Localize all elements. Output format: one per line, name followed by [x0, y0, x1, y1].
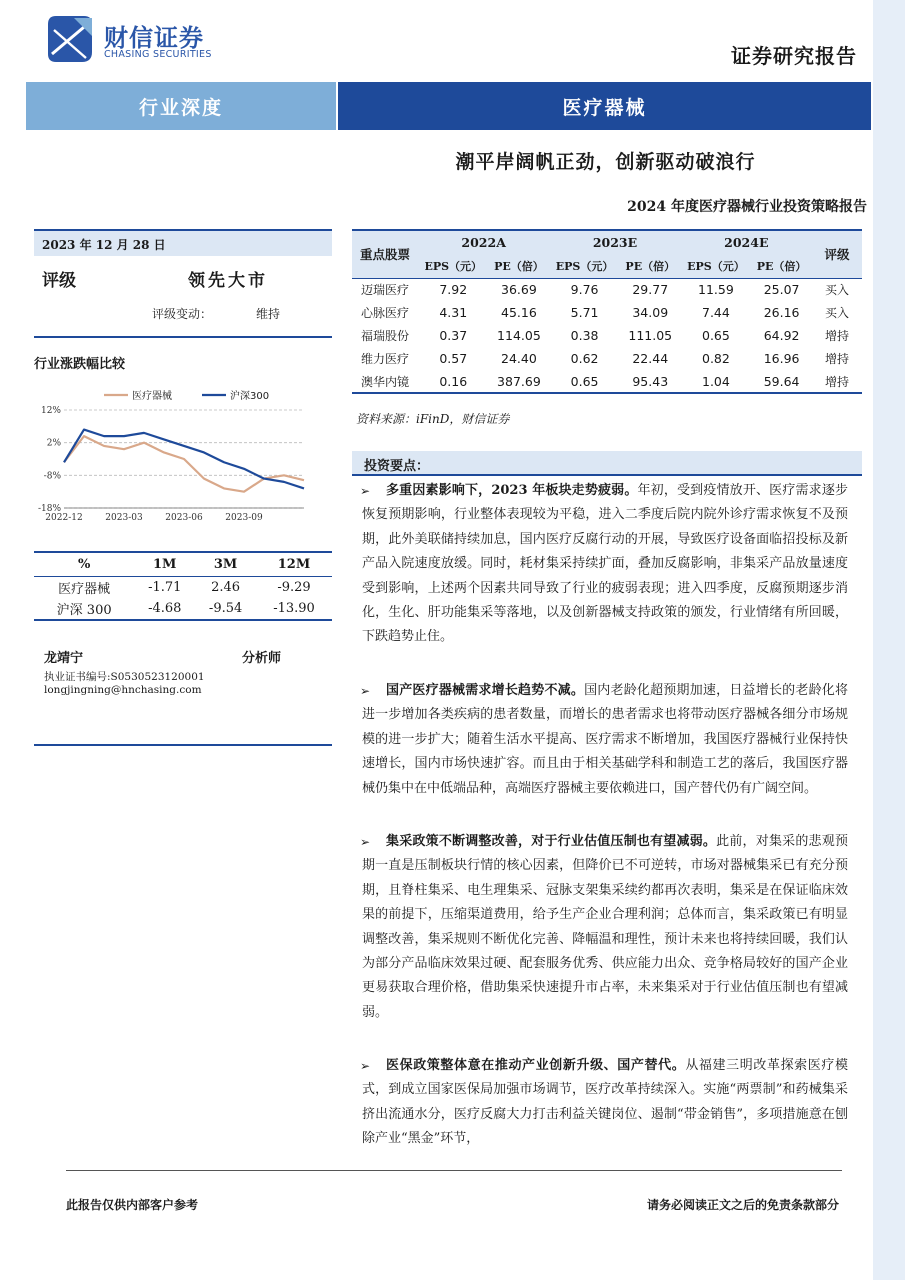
right-margin-strip: [873, 0, 905, 1280]
year-header: 2022A: [418, 230, 549, 254]
eps-header: EPS（元）: [681, 254, 752, 278]
series-line-industry: [64, 436, 304, 492]
performance-col-header: 3M: [195, 552, 256, 576]
table-cell: 95.43: [620, 370, 681, 393]
footer-disclaimer-left: 此报告仅供内部客户参考: [66, 1198, 199, 1212]
key-stocks-table: [352, 229, 862, 394]
stock-rating: 增持: [812, 370, 862, 393]
table-cell: 16.96: [763, 351, 800, 366]
table-cell: 0.65: [702, 328, 730, 343]
key-point-body: 国内老龄化超预期加速，日益增长的老龄化将进一步增加各类疾病的患者数量，而增长的患者需求也将带动医疗器械各细分市场规模的进一步扩大；随着生活水平提高、医疗需求不断增加，我国医疗器械行业保持快速增长，国内市场快速扩容。而且由于相关基础学科和制造工艺的落后，我国医疗器械仍集中在中低端品种，高端医疗器械主要依赖进口，国产替代仍有广阔空间。: [362, 683, 848, 796]
table-cell: 111.05: [628, 328, 673, 343]
table-cell: 7.44: [702, 305, 730, 320]
eps-header: EPS（元）: [549, 254, 620, 278]
stock-rating: 买入: [824, 283, 849, 298]
key-point-body: 年初，受到疫情放开、医疗需求逐步恢复预期影响，行业整体表现较为平稳，进入二季度后院内院外诊疗需求恢复不及预期，此外美联储持续加息，国内医疗反腐行动的开展，导致医疗设备面临招投标及新产品入院速度放缓。同时，耗材集采持续扩面，叠加反腐影响，非集采产品放量速度受到影响，上述两个因素共同导致了行业的疲弱表现；进入四季度，反腐预期逐步消化，生化、肝功能集采等落地，以及创新器械支持政策的颁发，行业情绪有所回暖，下跌趋势止住。: [362, 483, 848, 645]
key-point-2: [362, 679, 848, 801]
performance-col-header: 12M: [256, 552, 332, 576]
table-cell: 9.76: [570, 282, 599, 298]
analyst-cert-number: 执业证书编号:S0530523120001: [44, 671, 205, 683]
table-row: [34, 576, 332, 598]
x-tick-label: 2023-03: [105, 513, 143, 523]
bullet-arrow-icon: ➢: [360, 835, 371, 849]
eps-header: EPS（元）: [418, 254, 489, 278]
y-tick-label: -18%: [37, 504, 61, 514]
key-point-1: [362, 479, 848, 650]
table-cell: 4.31: [439, 305, 468, 320]
key-point-heading: 医保政策整体意在推动产业创新升级、国产替代。: [386, 1058, 686, 1073]
y-tick-label: 2%: [46, 438, 61, 449]
table-row: [352, 301, 862, 324]
table-cell: 59.64: [751, 370, 812, 393]
row-label: 沪深 300: [34, 598, 134, 620]
table-row: [34, 598, 332, 620]
table-cell: 22.44: [632, 351, 669, 366]
compare-chart-title: 行业涨跌幅比较: [34, 357, 126, 372]
key-point-body: 此前，对集采的悲观预期一直是压制板块行情的核心因素，但降价已不可逆转，市场对器械集采已有充分预期，且脊柱集采、电生理集采、冠脉支架集采续约都再次表明，集采是在保证临床效果的前提下，压缩渠道费用，给予生产企业合理利润；总体而言，集采政策已有明显调整改善，集采规则不断优化完善、降幅温和理性，预计未来也将持续回暖，我们认为部分产品临床效果过硬、配套服务优秀、供应能力出众、竞争格局较好的国产企业更易获取合理价格，借助集采快速提升市占率，未来集采对于行业估值压制也有望减弱。: [362, 834, 848, 1020]
table-cell: -9.54: [195, 598, 256, 620]
table-cell: 7.92: [439, 282, 468, 298]
footer-divider: [66, 1170, 842, 1171]
x-tick-label: 2022-12: [45, 513, 83, 523]
rating-header: 评级: [812, 230, 862, 278]
analyst-name: 龙靖宁: [44, 651, 84, 666]
performance-table: [34, 551, 332, 621]
key-points-title: 投资要点：: [352, 451, 862, 476]
table-cell: 36.69: [501, 282, 537, 298]
table-cell: 45.16: [501, 305, 537, 320]
banner-report-category: 行业深度: [26, 82, 336, 130]
table-cell: 64.92: [763, 328, 800, 343]
table-cell: 387.69: [489, 370, 550, 393]
table-row: [352, 278, 862, 301]
stock-rating: 增持: [824, 352, 849, 366]
rating-label: 评级: [42, 271, 76, 291]
table-cell: 0.62: [570, 351, 599, 366]
table-cell: 0.57: [439, 351, 468, 366]
table-row: [352, 347, 862, 370]
x-tick-label: 2023-06: [165, 513, 203, 523]
table-cell: -1.71: [148, 579, 182, 595]
year-header: 2023E: [549, 230, 680, 254]
bullet-arrow-icon: ➢: [360, 684, 371, 698]
y-tick-label: 12%: [40, 406, 61, 416]
table-cell: 0.65: [549, 370, 620, 393]
stock-name: 维力医疗: [360, 352, 409, 366]
sidebar-divider: [34, 336, 332, 338]
analyst-email[interactable]: longjingning@hnchasing.com: [44, 684, 202, 696]
table-cell: 2.46: [211, 579, 241, 595]
analyst-role: 分析师: [242, 651, 282, 666]
key-point-3: [362, 830, 848, 1025]
x-tick-label: 2023-09: [225, 513, 263, 523]
report-date: 2023 年 12 月 28 日: [34, 229, 332, 256]
key-point-heading: 多重因素影响下，2023 年板块走势疲弱。: [386, 483, 638, 498]
pe-header: PE（倍）: [489, 254, 550, 278]
pe-header: PE（倍）: [751, 254, 812, 278]
table-source-note: 资料来源：iFinD，财信证券: [356, 412, 510, 426]
table-cell: 114.05: [497, 328, 541, 343]
stock-rating: 买入: [824, 306, 849, 320]
table-cell: -9.29: [277, 579, 311, 595]
bullet-arrow-icon: ➢: [360, 1059, 371, 1073]
key-point-body: 从福建三明改革探索医疗模式，到成立国家医保局加强市场调节，医疗改革持续深入。实施“两票制”和药械集采挤出流通水分，医疗反腐大力打击利益关键岗位、遏制“带金销售”，多项措施意在刨除产业“黑金”环节，: [362, 1058, 848, 1147]
pe-header: PE（倍）: [620, 254, 681, 278]
company-name-cn: 财信证券: [104, 24, 204, 52]
row-label: 医疗器械: [58, 581, 111, 597]
table-cell: 1.04: [681, 370, 752, 393]
table-cell: 0.16: [418, 370, 489, 393]
table-cell: 0.82: [702, 351, 730, 366]
y-tick-label: -8%: [43, 471, 61, 482]
table-cell: 0.38: [570, 328, 599, 343]
key-point-heading: 集采政策不断调整改善，对于行业估值压制也有望减弱。: [386, 834, 717, 849]
table-cell: -13.90: [256, 598, 332, 620]
stock-name: 迈瑞医疗: [360, 283, 409, 298]
table-row: [352, 324, 862, 347]
rating-change-value: 维持: [256, 307, 281, 321]
legend-label: 医疗器械: [132, 391, 172, 402]
performance-col-header: %: [34, 552, 134, 576]
bullet-arrow-icon: ➢: [360, 484, 371, 498]
table-cell: 11.59: [698, 282, 734, 298]
table-row: [352, 370, 862, 393]
stock-name: 心脉医疗: [360, 306, 409, 320]
footer-disclaimer-right: 请务必阅读正文之后的免责条款部分: [646, 1198, 839, 1212]
key-point-4: [362, 1054, 848, 1152]
table-cell: 24.40: [501, 351, 537, 366]
stock-name: 澳华内镜: [352, 370, 418, 393]
report-title: 潮平岸阔帆正劲，创新驱动破浪行: [455, 151, 756, 173]
company-logo-icon: [44, 14, 96, 64]
rating-value: 领先大市: [188, 271, 268, 291]
stock-rating: 增持: [824, 329, 849, 343]
table-cell: 0.37: [439, 328, 468, 343]
table-cell: 25.07: [763, 282, 800, 298]
performance-header-row: [34, 552, 332, 576]
stocks-corner-header: 重点股票: [352, 230, 418, 278]
company-name-en: CHASING SECURITIES: [104, 49, 212, 60]
industry-comparison-chart: [34, 378, 332, 528]
sidebar-divider: [34, 744, 332, 746]
performance-col-header: 1M: [134, 552, 195, 576]
report-subtitle: 2024 年度医疗器械行业投资策略报告: [627, 199, 867, 215]
year-header: 2024E: [681, 230, 812, 254]
table-cell: -4.68: [134, 598, 195, 620]
table-cell: 29.77: [632, 282, 669, 298]
table-cell: 26.16: [763, 305, 800, 320]
report-type: 证券研究报告: [731, 44, 857, 68]
banner-industry: 医疗器械: [338, 82, 871, 130]
rating-change-label: 评级变动：: [152, 307, 213, 321]
legend-label: 沪深300: [230, 391, 270, 402]
key-point-heading: 国产医疗器械需求增长趋势不减。: [386, 683, 585, 698]
table-cell: 5.71: [570, 305, 599, 320]
table-cell: 34.09: [632, 305, 669, 320]
stock-name: 福瑞股份: [360, 329, 409, 343]
